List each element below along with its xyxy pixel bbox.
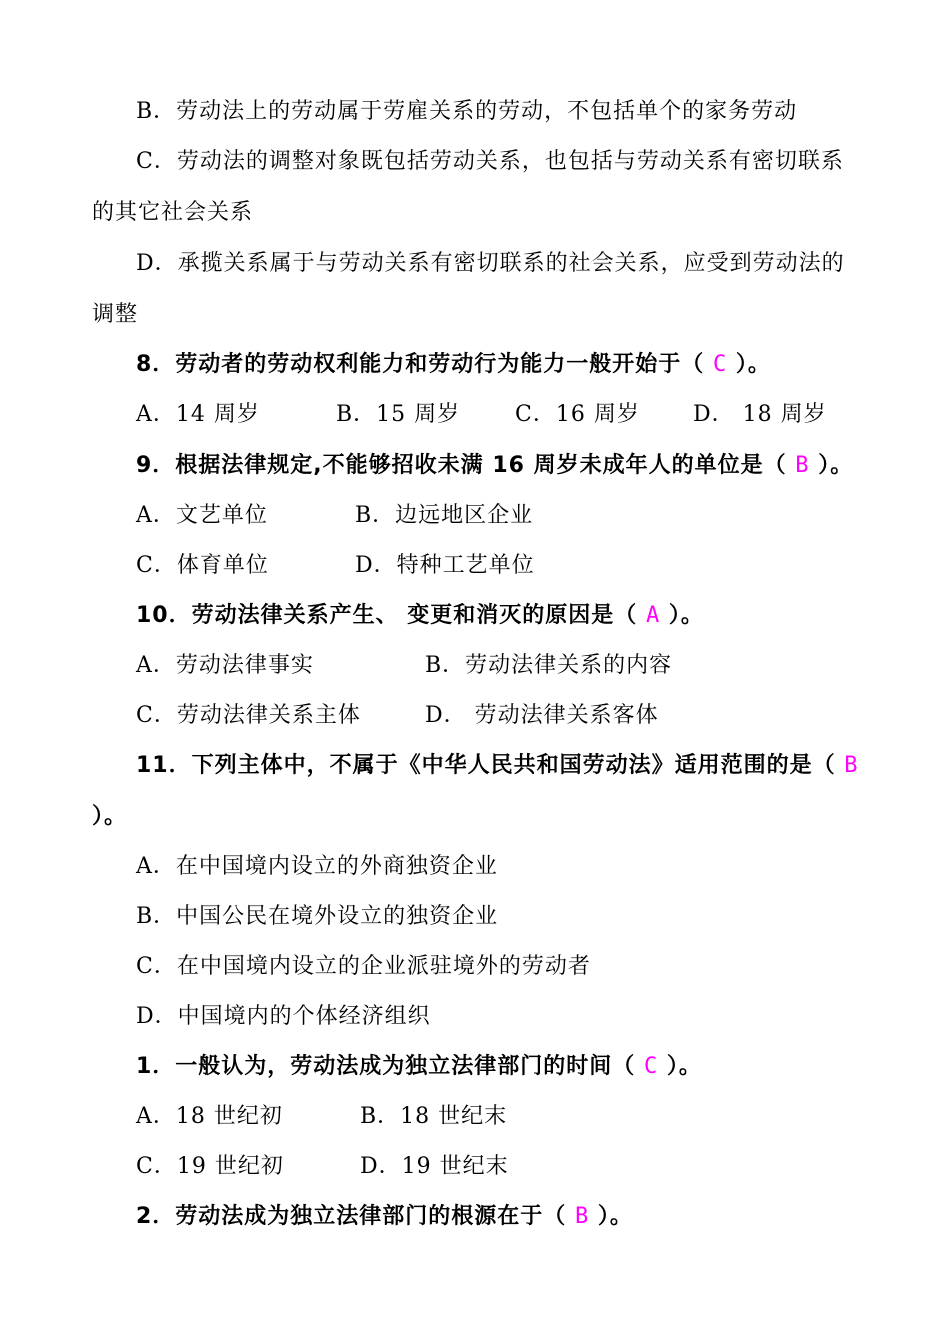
option-b: B．18 世纪末 [360, 1104, 508, 1129]
option-a: A．18 世纪初 [136, 1104, 283, 1129]
question-11-close: ）。 [92, 804, 128, 829]
option-line-continuation: 调整 [92, 302, 139, 327]
answer-mark: B [795, 453, 810, 478]
question-stem: 10．劳动法律关系产生、 变更和消灭的原因是（ [136, 603, 638, 628]
option-line: C．劳动法的调整对象既包括劳动关系，也包括与劳动关系有密切联系 [136, 149, 844, 174]
question-8 [136, 351, 771, 379]
question-1 [136, 1053, 702, 1081]
question-stem: 2．劳动法成为独立法律部门的根源在于（ [136, 1204, 567, 1229]
answer-mark: A [645, 603, 661, 628]
option-line: B．劳动法上的劳动属于劳雇关系的劳动，不包括单个的家务劳动 [136, 99, 798, 124]
option-d: D． 劳动法律关系客体 [425, 703, 659, 728]
question-stem: 9．根据法律规定,不能够招收未满 16 周岁未成年人的单位是（ [136, 453, 787, 478]
question-2 [136, 1203, 633, 1231]
option-b: B．边远地区企业 [355, 503, 534, 528]
option-a: A．在中国境内设立的外商独资企业 [136, 854, 498, 879]
question-close: ）。 [668, 603, 704, 628]
option-d: D．19 世纪末 [360, 1154, 509, 1179]
question-9 [136, 452, 853, 480]
question-close: ）。 [735, 352, 771, 377]
option-line-continuation: 的其它社会关系 [92, 200, 254, 225]
question-stem: 11．下列主体中，不属于《中华人民共和国劳动法》适用范围的是（ [136, 753, 836, 778]
option-c: C．体育单位 [136, 553, 269, 578]
question-close: ）。 [597, 1204, 633, 1229]
option-d: D．中国境内的个体经济组织 [136, 1004, 431, 1029]
answer-mark: C [712, 352, 728, 377]
question-11 [136, 752, 859, 780]
option-d: D．特种工艺单位 [355, 553, 535, 578]
option-line: D．承揽关系属于与劳动关系有密切联系的社会关系，应受到劳动法的 [136, 251, 845, 276]
question-close: ）。 [666, 1054, 702, 1079]
option-c: C．劳动法律关系主体 [136, 703, 361, 728]
option-b: B．中国公民在境外设立的独资企业 [136, 904, 499, 929]
answer-mark: B [574, 1204, 590, 1229]
option-a: A．劳动法律事实 [136, 653, 314, 678]
option-c: C．16 周岁 [515, 402, 640, 427]
option-c: C．19 世纪初 [136, 1154, 284, 1179]
answer-mark: C [643, 1054, 659, 1079]
option-c: C．在中国境内设立的企业派驻境外的劳动者 [136, 954, 591, 979]
option-d: D． 18 周岁 [693, 402, 827, 427]
answer-mark: B [844, 753, 859, 778]
option-a: A．14 周岁 [136, 402, 260, 427]
option-b: B．15 周岁 [336, 402, 461, 427]
question-10 [136, 602, 704, 630]
option-b: B．劳动法律关系的内容 [425, 653, 673, 678]
question-stem: 8．劳动者的劳动权利能力和劳动行为能力一般开始于（ [136, 352, 705, 377]
question-stem: 1．一般认为，劳动法成为独立法律部门的时间（ [136, 1054, 636, 1079]
option-a: A．文艺单位 [136, 503, 268, 528]
question-close: ）。 [818, 453, 854, 478]
